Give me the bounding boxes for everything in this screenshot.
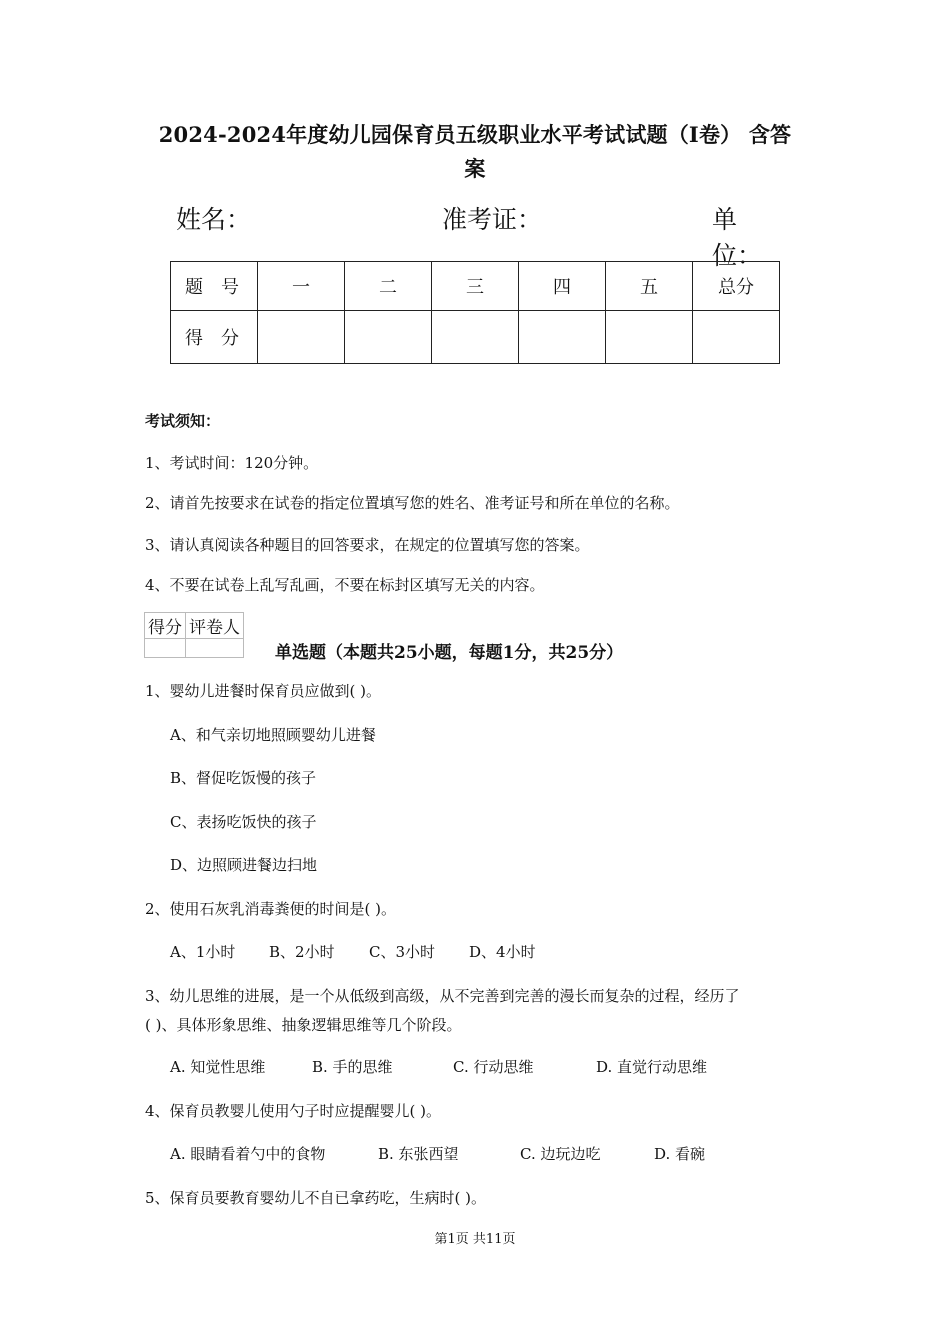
score-table-header-row bbox=[171, 262, 780, 311]
question-2-option-b: B、2小时 bbox=[269, 943, 335, 961]
question-1-option-b: B、督促吃饭慢的孩子 bbox=[170, 769, 317, 787]
grader-box bbox=[144, 612, 244, 658]
notice-item: 1、考试时间：120分钟。 bbox=[145, 454, 319, 472]
grader-name-cell[interactable] bbox=[186, 639, 244, 658]
title-line-2: 案 bbox=[464, 156, 486, 181]
question-1-stem: 1、婴幼儿进餐时保育员应做到( )。 bbox=[145, 682, 382, 700]
question-3-option-a: A. 知觉性思维 bbox=[170, 1058, 266, 1076]
unit-label: 单位： bbox=[712, 205, 763, 270]
question-1-option-a: A、和气亲切地照顾婴幼儿进餐 bbox=[170, 726, 376, 744]
question-4-option-b: B. 东张西望 bbox=[378, 1145, 459, 1163]
question-1-option-c: C、表扬吃饭快的孩子 bbox=[170, 813, 317, 831]
section-title: 单选题（本题共25小题，每题1分，共25分） bbox=[275, 643, 624, 663]
grader-name-label: 评卷人 bbox=[186, 613, 244, 639]
question-2-stem: 2、使用石灰乳消毒粪便的时间是( )。 bbox=[145, 900, 397, 918]
score-cell[interactable] bbox=[432, 311, 519, 364]
notice-item: 2、请首先按要求在试卷的指定位置填写您的姓名、准考证号和所在单位的名称。 bbox=[145, 494, 680, 512]
score-cell[interactable] bbox=[345, 311, 432, 364]
title-line-1: 2024-2024年度幼儿园保育员五级职业水平考试试题（I卷） 含答 bbox=[158, 122, 792, 147]
notice-item: 3、请认真阅读各种题目的回答要求，在规定的位置填写您的答案。 bbox=[145, 536, 590, 554]
question-3-option-b: B. 手的思维 bbox=[312, 1058, 393, 1076]
score-cell[interactable] bbox=[693, 311, 780, 364]
header-label: 题号 bbox=[171, 262, 258, 311]
notice-item: 4、不要在试卷上乱写乱画，不要在标封区填写无关的内容。 bbox=[145, 576, 545, 594]
grader-score-label: 得分 bbox=[145, 613, 186, 639]
column-5: 五 bbox=[606, 262, 693, 311]
column-total: 总分 bbox=[693, 262, 780, 311]
question-2-option-d: D、4小时 bbox=[469, 943, 536, 961]
score-cell[interactable] bbox=[258, 311, 345, 364]
column-4: 四 bbox=[519, 262, 606, 311]
question-5-stem: 5、保育员要教育婴幼儿不自已拿药吃，生病时( )。 bbox=[145, 1189, 487, 1207]
exam-title bbox=[140, 118, 810, 186]
candidate-info bbox=[172, 200, 782, 270]
score-table bbox=[170, 261, 780, 364]
question-4-stem: 4、保育员教婴儿使用勺子时应提醒婴儿( )。 bbox=[145, 1102, 442, 1120]
question-3-stem-line-1: 3、幼儿思维的进展，是一个从低级到高级，从不完善到完善的漫长而复杂的过程，经历了 bbox=[145, 987, 740, 1005]
name-label: 姓名： bbox=[176, 205, 252, 234]
question-3-option-d: D. 直觉行动思维 bbox=[596, 1058, 708, 1076]
score-cell[interactable] bbox=[606, 311, 693, 364]
column-2: 二 bbox=[345, 262, 432, 311]
question-2-option-a: A、1小时 bbox=[170, 943, 236, 961]
score-cell[interactable] bbox=[519, 311, 606, 364]
question-3-stem-line-2: ( )、具体形象思维、抽象逻辑思维等几个阶段。 bbox=[145, 1016, 462, 1034]
question-3-option-c: C. 行动思维 bbox=[453, 1058, 534, 1076]
score-table-score-row bbox=[171, 311, 780, 364]
notice-heading: 考试须知： bbox=[145, 412, 221, 430]
grader-score-cell[interactable] bbox=[145, 639, 186, 658]
question-1-option-d: D、边照顾进餐边扫地 bbox=[170, 856, 318, 874]
page-footer: 第1页 共11页 bbox=[434, 1232, 516, 1247]
question-2-option-c: C、3小时 bbox=[369, 943, 436, 961]
question-4-option-c: C. 边玩边吃 bbox=[520, 1145, 601, 1163]
question-4-option-a: A. 眼睛看着勺中的食物 bbox=[170, 1145, 326, 1163]
exam-id-label: 准考证： bbox=[442, 205, 543, 234]
column-3: 三 bbox=[432, 262, 519, 311]
score-row-label: 得分 bbox=[171, 311, 258, 364]
question-4-option-d: D. 看碗 bbox=[654, 1145, 706, 1163]
column-1: 一 bbox=[258, 262, 345, 311]
